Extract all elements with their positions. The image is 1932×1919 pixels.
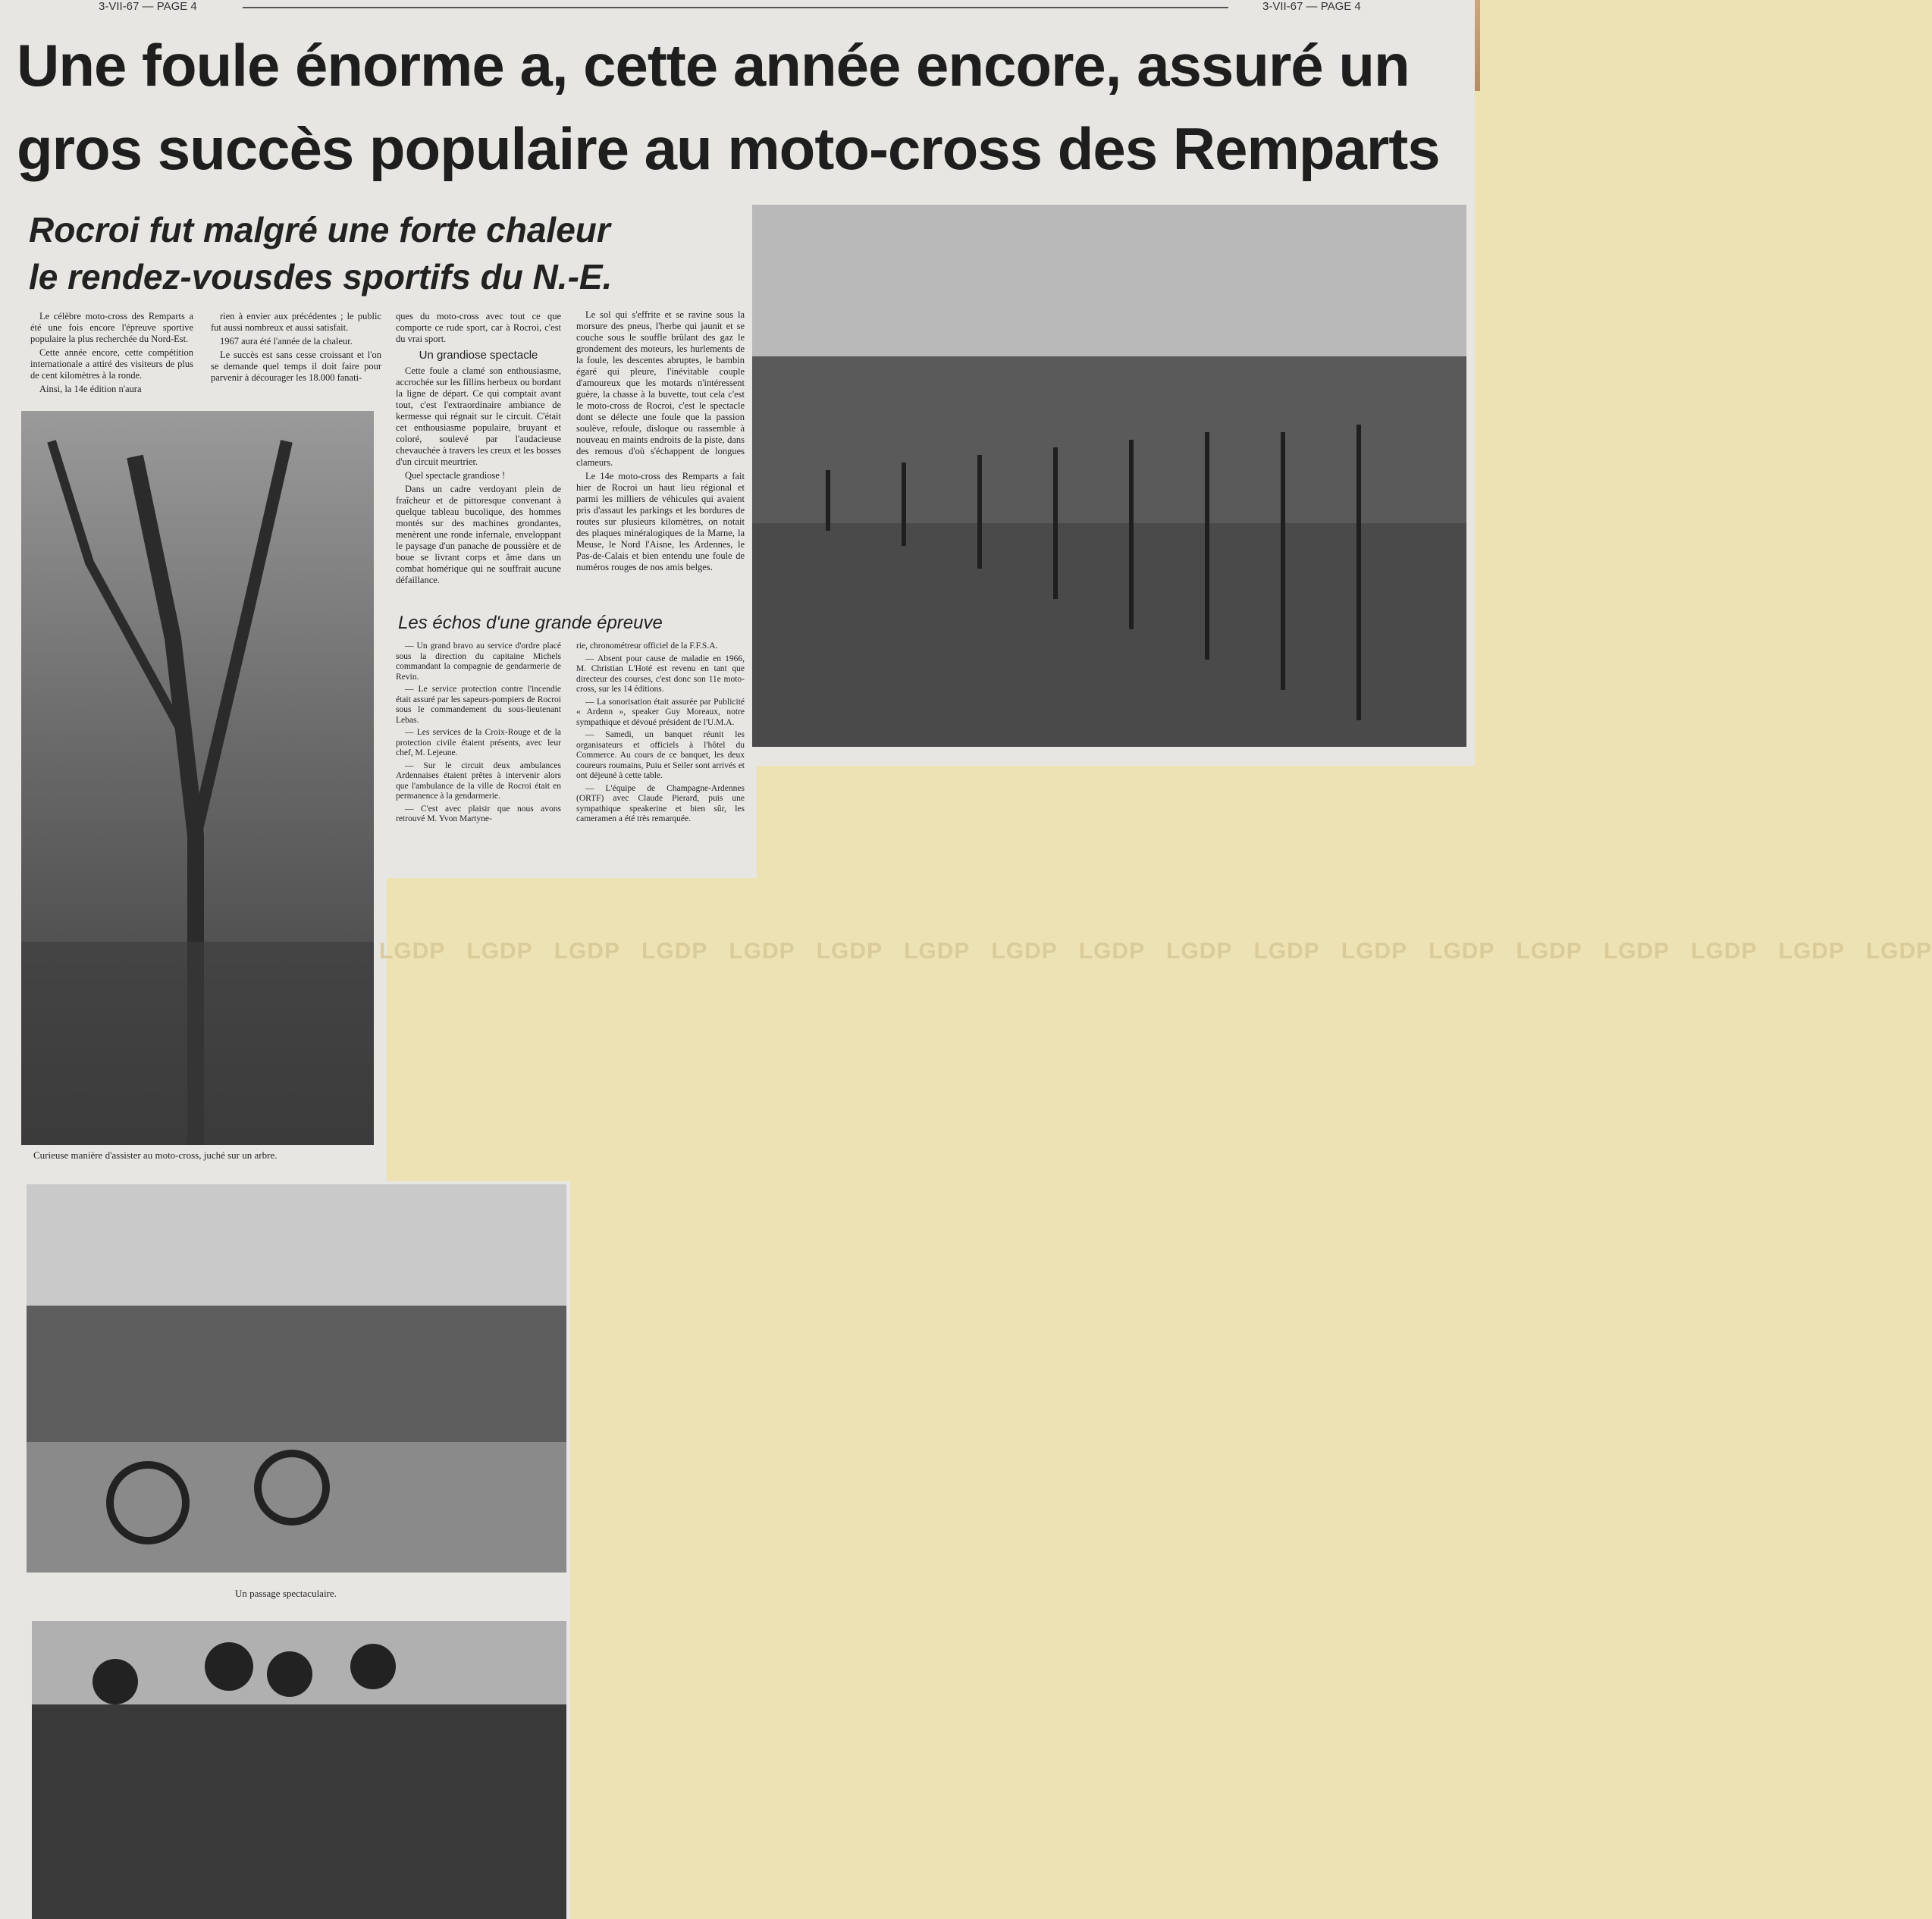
paragraph: Le 14e moto-cross des Remparts a fait hier de Rocroi un haut lieu régional et parmi les milliers de véhicules qui avaient pris d'assaut les parkings et les bordures de routes sur plusieurs kilomètres, on notait des plaques minéralogiques de la Marne, la Meuse, le Nord l'Aisne, les Ardennes, le Pas-de-Calais et bien entendu une foule de numéros rouges de nos amis belges.: [576, 471, 745, 572]
paragraph: Le sol qui s'effrite et se ravine sous la morsure des pneus, l'herbe qui jaunit et se couche sous le souffle brûlant des gaz le grondement des moteurs, les hurlements de la foule, les descentes abruptes, le bambin égaré qui pleure, l'inévitable couple d'amoureux que les motards n'intéressent guère, la chasse à la buvette, tout cela c'est le moto-cross de Rocroi, c'est le spectacle dont se délecte une foule que la passion soulève, refoule, disloque ou rassemble à nouveau en maints endroits de la piste, dans des remous d'où s'échappent de longues clameurs.: [576, 309, 745, 468]
paragraph: rien à envier aux précédentes ; le public fut aussi nombreux et aussi satisfait.: [211, 311, 381, 333]
motorcycle-illustration: [27, 1184, 566, 1573]
date-right: 3-VII-67 — PAGE 4: [1262, 0, 1361, 13]
section-heading: Un grandiose spectacle: [419, 349, 538, 362]
paragraph: Le célèbre moto-cross des Remparts a été une fois encore l'épreuve sportive populaire la plus recherchée du Nord-Est.: [30, 311, 193, 344]
paragraph: Cette foule a clamé son enthousiasme, accrochée sur les fillins herbeux ou bordant la ligne de départ. Ce qui comptait avant tout, c'est l'extraordinaire ambiance de kermesse qui régnait sur le circuit. C'était cet enthousiasme populaire, bruyant et coloré, soulevé par l'audacieuse chevauchée à travers les creux et les bosses d'un circuit meurtrier.: [396, 365, 561, 467]
paragraph: Cette année encore, cette compétition internationale a attiré des visiteurs de plus de cent kilomètres à la ronde.: [30, 347, 193, 381]
paragraph: — Absent pour cause de maladie en 1966, M. Christian L'Hoté est revenu en tant que directeur des courses, c'est donc son 11e moto-cross, sur les 14 éditions.: [576, 654, 745, 694]
article-column-3: [396, 311, 561, 588]
caption-tree: Curieuse manière d'assister au moto-cross, juché sur un arbre.: [33, 1149, 278, 1161]
echos-title: Les échos d'une grande épreuve: [398, 613, 663, 633]
header-rule: [243, 7, 1228, 8]
caption-passage: Un passage spectaculaire.: [235, 1588, 337, 1599]
photo-riders: [32, 1621, 566, 1919]
riders-illustration: [32, 1621, 566, 1919]
article-column-2: [211, 311, 381, 386]
echos-column-right: [576, 641, 745, 827]
crowd-illustration: [752, 205, 1466, 747]
photo-passage: [27, 1184, 566, 1573]
subhead-line-2: le rendez-vousdes sportifs du N.-E.: [29, 257, 613, 296]
paragraph: — La sonorisation était assurée par Publicité « Ardenn », speaker Guy Moreaux, notre sympathique et dévoué président de l'U.M.A.: [576, 697, 745, 727]
paragraph: — Les services de la Croix-Rouge et de la protection civile étaient présents, avec leur chef, M. Lejeune.: [396, 728, 561, 757]
paragraph: — Sur le circuit deux ambulances Ardennaises étaient prêtes à intervenir alors que l'ambulance de la ville de Rocroi était en permanence à la gendarmerie.: [396, 760, 561, 801]
paragraph: 1967 aura été l'année de la chaleur.: [220, 336, 353, 346]
paragraph: — L'équipe de Champagne-Ardennes (ORTF) avec Claude Pierard, puis une sympathique speakerine et bien sûr, les cameramen a été très remarquée.: [576, 783, 745, 823]
paragraph: ques du moto-cross avec tout ce que comporte ce rude sport, car à Rocroi, c'est du vrai sport.: [396, 311, 561, 344]
subhead-line-1: Rocroi fut malgré une forte chaleur: [29, 210, 610, 249]
tree-illustration: [21, 411, 374, 1145]
paragraph: — Samedi, un banquet réunit les organisateurs et officiels à l'hôtel du Commerce. Au cours de ce banquet, les deux coureurs roumains, Puiu et Seiler sont arrivés et ont déjeuné à cette table.: [576, 730, 745, 780]
headline-line-1: Une foule énorme a, cette année encore, assuré un: [17, 32, 1410, 99]
paragraph: Dans un cadre verdoyant plein de fraîcheur et de pittoresque convenant à quelque tableau bucolique, des hommes montés sur des machines grondantes, menèrent une ronde infernale, enveloppant le paysage d'un panache de poussière et de boue se livrant corps et âme dans un combat homérique qui ne souffrait aucune défaillance.: [396, 484, 561, 585]
headline-line-2: gros succès populaire au moto-cross des Remparts: [17, 115, 1440, 182]
paragraph: — Le service protection contre l'incendie était assuré par les sapeurs-pompiers de Rocroi sous le commandement du sous-lieutenant Lebas.: [396, 685, 561, 725]
article-column-4: [576, 309, 745, 575]
photo-crowd: [752, 205, 1466, 747]
date-left: 3-VII-67 — PAGE 4: [99, 0, 197, 13]
paragraph: — C'est avec plaisir que nous avons retrouvé M. Yvon Martyne-: [396, 804, 561, 823]
paragraph: Quel spectacle grandiose !: [405, 470, 506, 481]
photo-tree: [21, 411, 374, 1145]
echos-column-left: [396, 641, 561, 827]
paragraph: Le succès est sans cesse croissant et l'on se demande quel temps il doit faire pour parvenir à décourager les 18.000 fanati-: [211, 350, 381, 383]
paragraph: — Un grand bravo au service d'ordre placé sous la direction du capitaine Michels commandant la compagnie de gendarmerie de Revin.: [396, 641, 561, 682]
paragraph: rie, chronométreur officiel de la F.F.S.A.: [576, 641, 718, 651]
paragraph: Ainsi, la 14e édition n'aura: [39, 384, 142, 394]
watermark-strip: LGDP LGDP LGDP LGDP LGDP LGDP LGDP LGDP LGDP LGDP LGDP LGDP LGDP LGDP LGDP LGDP LGDP LGDP: [379, 939, 1932, 964]
article-column-1: [30, 311, 193, 397]
